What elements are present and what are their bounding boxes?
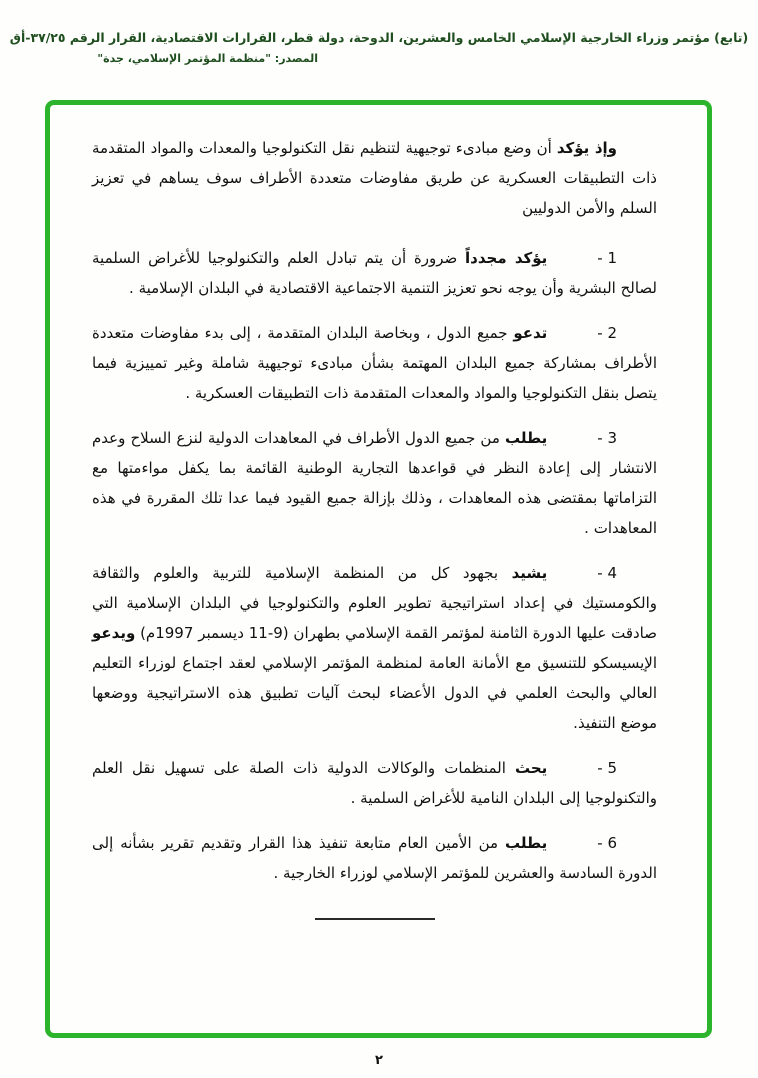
item-3-number: - 3 xyxy=(597,429,617,447)
resolution-text-block xyxy=(50,105,707,920)
item-4-text: يشيد بجهود كل من المنظمة الإسلامية للتربية والعلوم والثقافة والكومستيك في إعداد استراتيجية تطوير العلوم والتكنولوجيا في البلدان الإسلامية التي صادقت عليها الدورة الثامنة لمؤتمر القمة الإسلامي بطهران (9-11 ديسمبر 1997م) ويدعو الإيسيسكو للتنسيق مع الأمانة العامة لمنظمة المؤتمر الإسلامي لعقد اجتماع لوزراء التعليم العالي والبحث العلمي في الدول الأعضاء لبحث آليات تطبيق هذه الاستراتيجية ووضعها موضع التنفيذ. xyxy=(92,564,657,732)
preamble-paragraph: وإذ يؤكد أن وضع مبادىء توجيهية لتنظيم نقل التكنولوجيا والمعدات والمواد المتقدمة ذات التطبيقات العسكرية عن طريق مفاوضات متعددة الأطراف سوف يساهم في تعزيز السلم والأمن الدوليين xyxy=(92,139,657,217)
item-2-number: - 2 xyxy=(597,324,617,342)
item-1-number: - 1 xyxy=(597,249,617,267)
header-source: المصدر: "منظمة المؤتمر الإسلامي، جدة" xyxy=(97,52,318,65)
item-6-text: يطلب من الأمين العام متابعة تنفيذ هذا القرار وتقديم تقرير بشأنه إلى الدورة السادسة والعشرين للمؤتمر الإسلامي لوزراء الخارجية . xyxy=(92,834,657,882)
item-4-number: - 4 xyxy=(597,564,617,582)
resolution-item-6 xyxy=(92,828,657,888)
header-title: (تابع) مؤتمر وزراء الخارجية الإسلامي الخامس والعشرين، الدوحة، دولة قطر، القرارات الاقتصادية، القرار الرقم ٣٧/٢٥-أق xyxy=(9,30,749,45)
item-5-text: يحث المنظمات والوكالات الدولية ذات الصلة على تسهيل نقل العلم والتكنولوجيا إلى البلدان النامية للأغراض السلمية . xyxy=(92,759,657,807)
item-1-text: يؤكد مجدداً ضرورة أن يتم تبادل العلم والتكنولوجيا للأغراض السلمية لصالح البشرية وأن يوجه نحو تعزيز التنمية الاجتماعية الاقتصادية في البلدان الإسلامية . xyxy=(92,249,657,297)
resolution-item-5 xyxy=(92,753,657,813)
page-footer xyxy=(0,1053,758,1068)
document-header xyxy=(0,30,758,65)
resolution-item-4 xyxy=(92,558,657,738)
item-3-text: يطلب من جميع الدول الأطراف في المعاهدات الدولية لنزع السلاح وعدم الانتشار إلى إعادة النظر في قواعدها التجارية الوطنية القائمة بما يكفل مواءمتها مع التزاماتها بمقتضى هذه المعاهدات ، وذلك بإزالة جميع القيود فيما عدا تلك المقررة في هذه المعاهدات . xyxy=(92,429,657,537)
resolution-item-3 xyxy=(92,423,657,543)
page-number: ٢ xyxy=(375,1053,383,1068)
item-5-number: - 5 xyxy=(597,759,617,777)
item-6-number: - 6 xyxy=(597,834,617,852)
resolution-item-2 xyxy=(92,318,657,408)
resolution-item-1 xyxy=(92,243,657,303)
content-border-box xyxy=(45,100,712,1038)
item-2-text: تدعو جميع الدول ، وبخاصة البلدان المتقدمة ، إلى بدء مفاوضات متعددة الأطراف بمشاركة جميع البلدان المهتمة بشأن مبادىء توجيهية شاملة وغير تمييزية فيما يتصل بنقل التكنولوجيا والمواد والمعدات المتقدمة ذات التطبيقات العسكرية . xyxy=(92,324,657,402)
section-divider xyxy=(315,918,435,920)
